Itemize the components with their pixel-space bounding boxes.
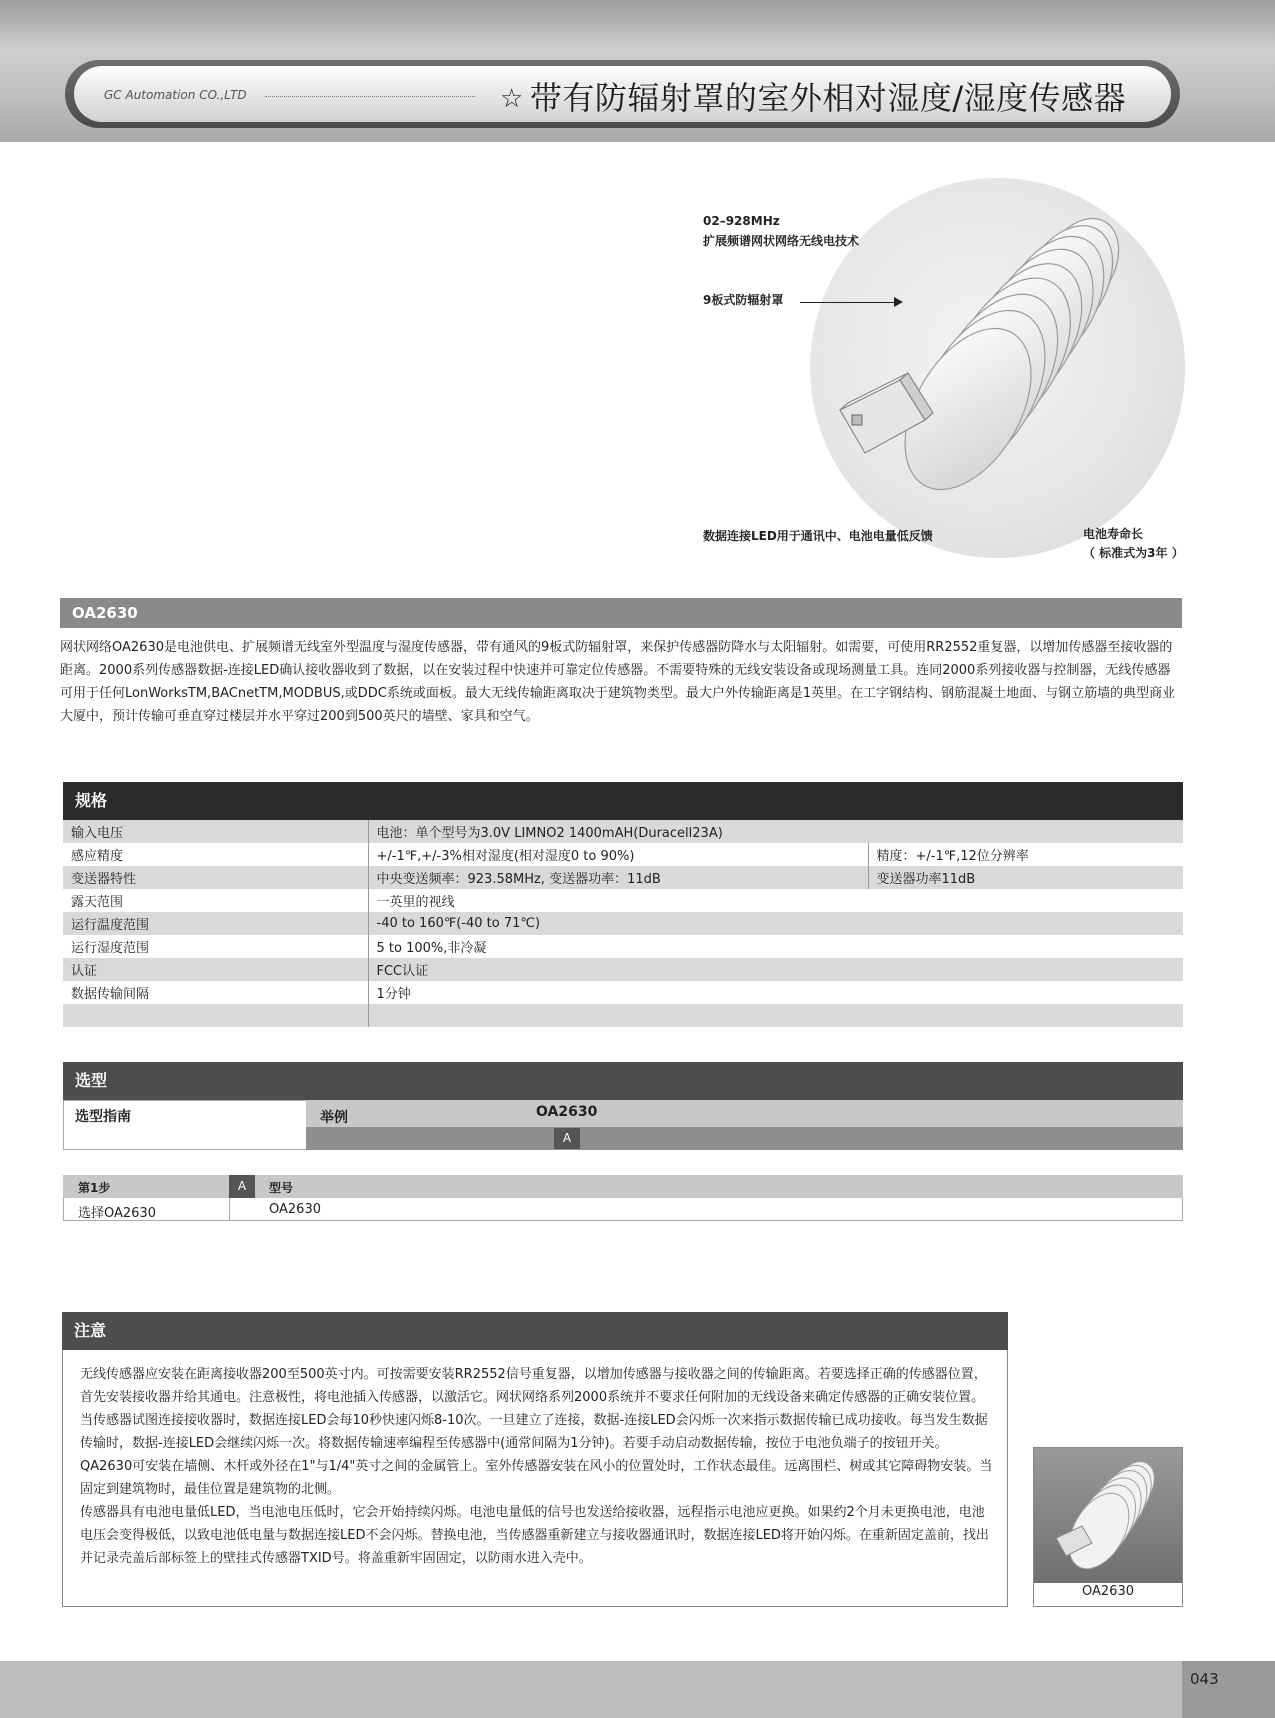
page-title-text: 带有防辐射罩的室外相对湿度/湿度传感器 bbox=[529, 79, 1127, 117]
table-row bbox=[63, 912, 1183, 935]
table-row bbox=[63, 1004, 1183, 1027]
spec-value: +/-1℉,+/-3%相对湿度(相对湿度0 to 90%) bbox=[368, 843, 868, 866]
table-row bbox=[63, 935, 1183, 958]
spec-value: 一英里的视线 bbox=[368, 889, 1183, 912]
step-model-value: OA2630 bbox=[269, 1202, 321, 1217]
arrow-right-icon bbox=[894, 297, 903, 307]
footer-bar bbox=[0, 1661, 1275, 1718]
thumbnail-image bbox=[1034, 1448, 1182, 1583]
callout-led: 数据连接LED用于通讯中、电池电量低反馈 bbox=[703, 529, 933, 543]
spec-empty-cell bbox=[368, 1004, 1183, 1027]
page-number: 043 bbox=[1190, 1670, 1219, 1688]
spec-label: 感应精度 bbox=[63, 843, 368, 866]
callout-technology: 扩展频谱网状网络无线电技术 bbox=[703, 234, 860, 248]
header-dotted-rule bbox=[265, 96, 475, 97]
spec-value: FCC认证 bbox=[368, 958, 1183, 981]
step-code-badge: A bbox=[229, 1175, 255, 1198]
table-row bbox=[63, 889, 1183, 912]
product-image-sensor bbox=[830, 205, 1175, 545]
spec-heading: 规格 bbox=[63, 782, 1183, 820]
callout-battery-life-note: （ 标准式为3年 ） bbox=[1083, 546, 1184, 560]
step-model-header: 型号 bbox=[269, 1181, 294, 1195]
thumbnail-sensor-image bbox=[1034, 1448, 1182, 1583]
callout-battery-life: 电池寿命长 bbox=[1083, 527, 1144, 541]
selection-guide-label: 选型指南 bbox=[75, 1109, 131, 1125]
spec-label: 数据传输间隔 bbox=[63, 981, 368, 1004]
notes-heading: 注意 bbox=[62, 1312, 1008, 1350]
model-heading: OA2630 bbox=[60, 598, 1182, 628]
table-row bbox=[63, 843, 1183, 866]
note-paragraph: 当传感器试图连接接收器时，数据连接LED会每10秒快速闪烁8-10次。一旦建立了连接，数据-连接LED会闪烁一次来指示数据传输已成功接收。每当发生数据传输时，数据-连接LED会继续闪烁一次。将数据传输速率编程至传感器中(通常间隔为1分钟)。若要手动启动数据传输，按位于电池负端子的按钮开关。QA2630可安装在墙侧、木杆或外径在1"与1/4"英寸之间的金属管上。室外传感器安装在风小的位置处时，工作状态最佳。远离围栏、树或其它障碍物安装。当固定到建筑物时，最佳位置是建筑物的北侧。 bbox=[80, 1413, 993, 1497]
spec-label: 输入电压 bbox=[63, 820, 368, 843]
spec-label: 运行湿度范围 bbox=[63, 935, 368, 958]
selection-heading: 选型 bbox=[63, 1062, 1183, 1100]
selection-example-value: OA2630 bbox=[536, 1104, 598, 1120]
table-row bbox=[63, 820, 1183, 843]
table-row bbox=[63, 981, 1183, 1004]
spec-value: 中央变送频率：923.58MHz, 变送器功率：11dB bbox=[368, 866, 868, 889]
step-divider bbox=[229, 1198, 230, 1221]
spec-value: 5 to 100%,非冷凝 bbox=[368, 935, 1183, 958]
table-row bbox=[63, 958, 1183, 981]
spec-value: 1分钟 bbox=[368, 981, 1183, 1004]
note-paragraph: 传感器具有电池电量低LED，当电池电压低时，它会开始持续闪烁。电池电量低的信号也发送给接收器，远程指示电池应更换。如果约2个月未更换电池，电池电压会变得极低，以致电池低电量与数据连接LED不会闪烁。替换电池，当传感器重新建立与接收器通讯时，数据连接LED将开始闪烁。在重新固定盖前，找出并记录壳盖后部标签上的壁挂式传感器TXID号。将盖重新牢固固定，以防雨水进入壳中。 bbox=[80, 1505, 989, 1566]
callout-arrow-line bbox=[800, 302, 900, 303]
spec-label: 变送器特性 bbox=[63, 866, 368, 889]
note-paragraph: 无线传感器应安装在距离接收器200至500英寸内。可按需要安装RR2552信号重复器，以增加传感器与接收器之间的传输距离。若要选择正确的传感器位置，首先安装接收器并给其通电。注意极性，将电池插入传感器，以激活它。网状网络系列2000系统并不要求任何附加的无线设备来确定传感器的正确安装位置。 bbox=[80, 1367, 987, 1405]
spec-label: 运行温度范围 bbox=[63, 912, 368, 935]
selection-example-label: 举例 bbox=[320, 1110, 348, 1126]
spec-label: 露天范围 bbox=[63, 889, 368, 912]
step-value: 选择OA2630 bbox=[78, 1206, 156, 1221]
spec-table bbox=[63, 820, 1183, 1027]
page-title bbox=[500, 73, 1126, 119]
spec-value: -40 to 160℉(-40 to 71℃) bbox=[368, 912, 1183, 935]
notes-body bbox=[80, 1363, 995, 1570]
company-name: GC Automation CO.,LTD bbox=[104, 88, 247, 102]
star-outline-icon: ☆ bbox=[500, 84, 524, 114]
selection-code-row bbox=[306, 1127, 1183, 1150]
spec-value: 电池：单个型号为3.0V LIMNO2 1400mAH(Duracell23A) bbox=[368, 820, 1183, 843]
step-label: 第1步 bbox=[78, 1181, 111, 1195]
spec-extra: 精度：+/-1℉,12位分辨率 bbox=[868, 843, 1183, 866]
callout-frequency: 02–928MHz bbox=[703, 214, 780, 228]
product-description: 网状网络OA2630是电池供电、扩展频谱无线室外型温度与湿度传感器，带有通风的9板式防辐射罩，来保护传感器防降水与太阳辐射。如需要，可使用RR2552重复器，以增加传感器至接收器的距离。2000系列传感器数据-连接LED确认接收器收到了数据，以在安装过程中快速并可靠定位传感器。不需要特殊的无线安装设备或现场测量工具。连同2000系列接收器与控制器，无线传感器可用于任何LonWorksTM,BACnetTM,MODBUS,或DDC系统或面板。最大无线传输距离取决于建筑物类型。最大户外传输距离是1英里。在工字钢结构、钢筋混凝土地面、与钢立筋墙的典型商业大厦中，预计传输可垂直穿过楼层并水平穿过200到500英尺的墙壁、家具和空气。 bbox=[60, 640, 1176, 724]
table-row bbox=[63, 866, 1183, 889]
selection-example-row bbox=[306, 1100, 1183, 1127]
callout-radiation-shield: 9板式防辐射罩 bbox=[703, 293, 784, 307]
spec-empty-cell bbox=[63, 1004, 368, 1027]
thumbnail-caption: OA2630 bbox=[1082, 1584, 1134, 1599]
selection-code-badge: A bbox=[554, 1128, 580, 1149]
spec-label: 认证 bbox=[63, 958, 368, 981]
spec-extra: 变送器功率11dB bbox=[868, 866, 1183, 889]
